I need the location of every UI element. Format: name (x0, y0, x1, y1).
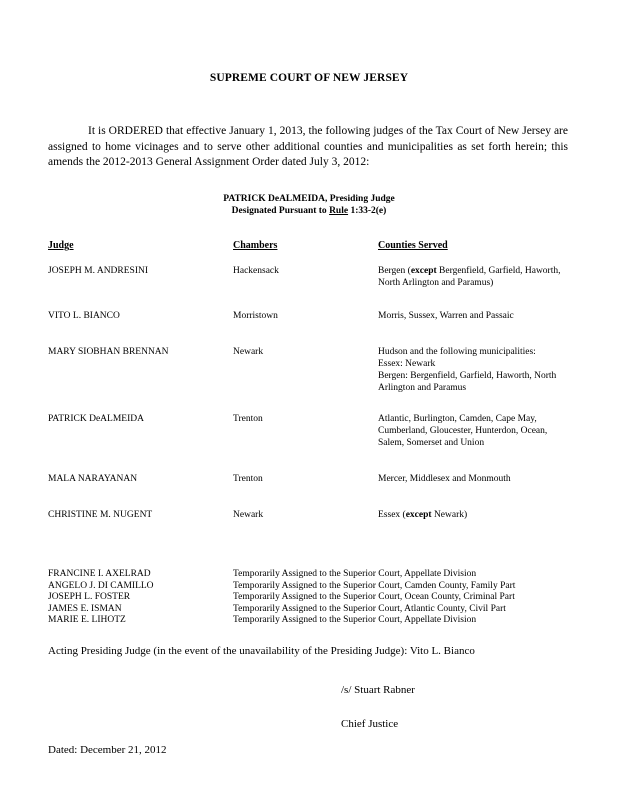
temp-assignment: Temporarily Assigned to the Superior Court, Camden County, Family Part (233, 580, 516, 591)
header-judge: Judge (48, 240, 74, 251)
table-row-judge: MARY SIOBHAN BRENNAN (48, 347, 169, 357)
header-counties: Counties Served (378, 240, 448, 251)
table-row-chambers: Trenton (233, 474, 263, 484)
table-row-judge: CHRISTINE M. NUGENT (48, 510, 153, 520)
table-row-counties (378, 265, 574, 289)
counties-except: except (405, 510, 432, 520)
temp-assignment: Temporarily Assigned to the Superior Court, Ocean County, Criminal Part (233, 592, 515, 602)
counties-line: Essex: Newark (378, 359, 436, 369)
temporary-assignments-judges (48, 569, 154, 627)
table-row-counties (378, 509, 578, 521)
table-row-chambers: Trenton (233, 414, 263, 424)
table-row-chambers: Newark (233, 347, 264, 357)
order-paragraph: It is ORDERED that effective January 1, 2013, the following judges of the Tax Court of New Jersey are assigned to home vicinages and to serve other additional counties and municipalities as set forth herein; this amends the 2012-2013 General Assignment Order dated July 3, 2012: (48, 125, 568, 168)
table-row-judge: VITO L. BIANCO (48, 311, 120, 321)
counties-except: except (410, 266, 437, 276)
designation-prefix: Designated Pursuant to (231, 206, 330, 216)
temp-assignment: Temporarily Assigned to the Superior Court, Appellate Division (233, 615, 477, 625)
counties-text: Morris, Sussex, Warren and Passaic (378, 311, 514, 321)
table-row-chambers: Hackensack (233, 266, 279, 276)
table-row-judge: JOSEPH M. ANDRESINI (48, 266, 149, 276)
table-row-counties (378, 310, 578, 322)
counties-text: Essex ( (378, 510, 406, 520)
presiding-judge-name: PATRICK DeALMEIDA, Presiding Judge (223, 194, 395, 204)
temp-judge: FRANCINE I. AXELRAD (48, 569, 151, 579)
table-row-chambers: Newark (233, 510, 264, 520)
counties-line: Bergen: Bergenfield, Garfield, Haworth, North Arlington and Paramus (378, 371, 557, 393)
court-title: SUPREME COURT OF NEW JERSEY (209, 72, 409, 84)
table-row-counties (378, 413, 570, 449)
counties-text: Newark) (431, 510, 468, 520)
header-chambers: Chambers (233, 240, 278, 251)
temp-judge: JOSEPH L. FOSTER (48, 592, 131, 602)
designation-line (0, 205, 618, 217)
presiding-judge-block (0, 193, 618, 217)
table-row-counties (378, 346, 576, 394)
counties-text: Bergenfield, Garfield, Haworth, North Arlington and Paramus) (378, 266, 561, 288)
table-row-judge: MALA NARAYANAN (48, 474, 138, 484)
table-row-counties (378, 473, 578, 485)
designation-suffix: 1:33-2(e) (348, 206, 387, 216)
temp-assignment: Temporarily Assigned to the Superior Court, Appellate Division (233, 569, 477, 579)
rule-reference: Rule (329, 206, 349, 216)
temp-judge: ANGELO J. DI CAMILLO (48, 580, 154, 591)
date-line: Dated: December 21, 2012 (48, 744, 167, 756)
temp-assignment: Temporarily Assigned to the Superior Court, Atlantic County, Civil Part (233, 603, 506, 614)
table-row-chambers: Morristown (233, 311, 278, 321)
temporary-assignments-details (233, 569, 515, 627)
temp-judge: JAMES E. ISMAN (48, 603, 122, 614)
acting-presiding-judge: Acting Presiding Judge (in the event of the unavailability of the Presiding Judge): Vito L. Bianco (48, 645, 475, 657)
counties-text: Atlantic, Burlington, Camden, Cape May, Cumberland, Gloucester, Hunterdon, Ocean, Salem, Somerset and Union (378, 414, 548, 448)
signature: /s/ Stuart Rabner (341, 684, 415, 696)
counties-line: Hudson and the following municipalities: (378, 347, 536, 357)
table-row-judge: PATRICK DeALMEIDA (48, 414, 144, 424)
temp-judge: MARIE E. LIHOTZ (48, 615, 126, 625)
signature-title: Chief Justice (341, 718, 399, 730)
counties-text: Mercer, Middlesex and Monmouth (378, 474, 511, 484)
counties-text: Bergen ( (378, 266, 411, 276)
